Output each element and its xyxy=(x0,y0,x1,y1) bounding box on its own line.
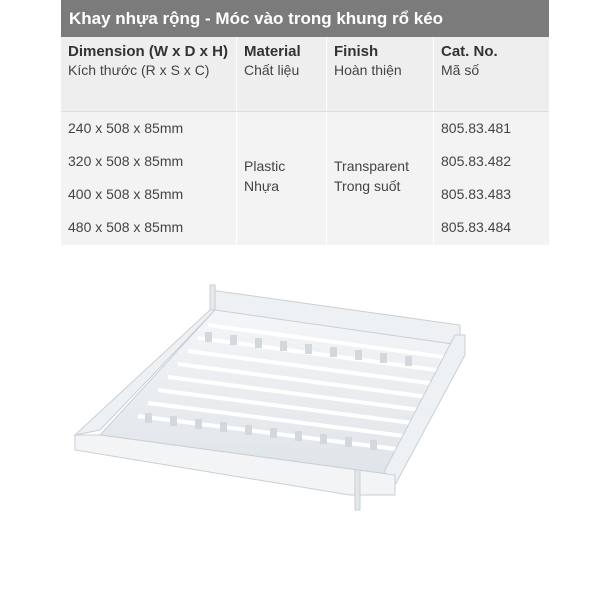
material-en: Plastic xyxy=(244,158,286,174)
header-material-en: Material xyxy=(244,43,301,60)
finish-vi: Trong suốt xyxy=(334,178,401,194)
dimension-cell: 320 x 508 x 85mm xyxy=(68,153,184,169)
tray-illustration xyxy=(60,270,480,540)
cat-cell: 805.83.484 xyxy=(441,219,512,235)
table-header xyxy=(61,37,549,112)
material-vi: Nhựa xyxy=(244,178,280,194)
tray-image xyxy=(60,270,480,540)
dimension-cell: 480 x 508 x 85mm xyxy=(68,219,184,235)
header-cat-en: Cat. No. xyxy=(441,43,498,60)
dimension-column xyxy=(61,112,236,245)
header-cat-vi: Mã số xyxy=(441,62,480,78)
cat-cell: 805.83.483 xyxy=(441,186,512,202)
dimension-cell: 240 x 508 x 85mm xyxy=(68,120,184,136)
cat-cell: 805.83.481 xyxy=(441,120,512,136)
header-finish xyxy=(326,37,433,111)
finish-en: Transparent xyxy=(334,158,409,174)
material-column xyxy=(236,112,326,245)
dimension-cell: 400 x 508 x 85mm xyxy=(68,186,184,202)
header-dimension-vi: Kích thước (R x S x C) xyxy=(68,62,210,78)
header-material xyxy=(236,37,326,111)
table-body xyxy=(61,112,549,245)
header-finish-vi: Hoàn thiện xyxy=(334,62,402,78)
header-dimension-en: Dimension (W x D x H) xyxy=(68,43,229,60)
product-title: Khay nhựa rộng - Móc vào trong khung rổ kéo xyxy=(61,0,549,37)
header-dimension xyxy=(61,37,236,111)
header-material-vi: Chất liệu xyxy=(244,62,300,78)
finish-column xyxy=(326,112,433,245)
header-cat-no xyxy=(433,37,549,111)
cat-cell: 805.83.482 xyxy=(441,153,512,169)
product-spec-sheet xyxy=(61,0,549,245)
header-finish-en: Finish xyxy=(334,43,379,60)
cat-column xyxy=(433,112,549,245)
